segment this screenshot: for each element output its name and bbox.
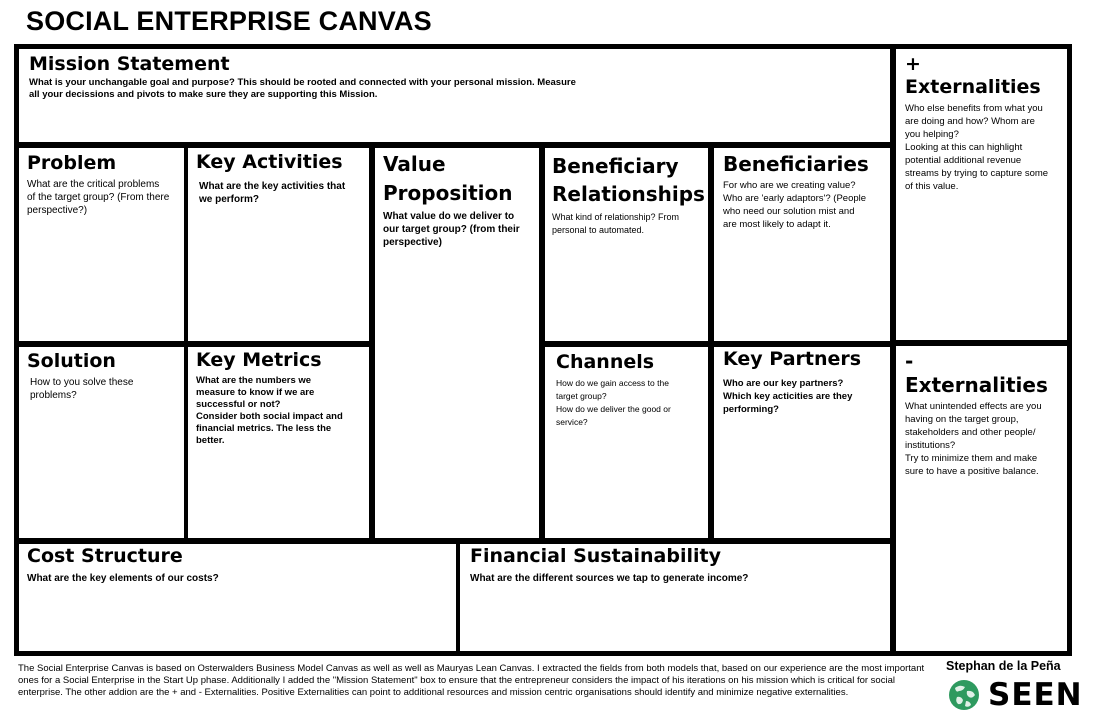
mission-statement-title: Mission Statement <box>29 53 230 75</box>
value-proposition-box[interactable] <box>375 148 539 538</box>
solution-title: Solution <box>27 350 116 372</box>
externalities-dashed-divider <box>894 342 1072 346</box>
problem-box[interactable] <box>19 148 184 341</box>
negative-externalities-box[interactable] <box>896 346 1067 651</box>
beneficiaries-desc: For who are we creating value? Who are 'early adaptors'? (People who need our solution mist and are most likely to adapt it. <box>723 180 867 230</box>
key-activities-title: Key Activities <box>196 151 343 173</box>
channels-desc: How do we gain access to the target group? How do we deliver the good or service? <box>556 377 671 427</box>
problem-desc: What are the critical problems of the target group? (From there perspective?) <box>27 178 170 216</box>
financial-sustainability-desc: What are the different sources we tap to generate income? <box>470 572 749 584</box>
beneficiary-relationships-desc: What kind of relationship? From personal to automated. <box>552 212 680 235</box>
page-title: SOCIAL ENTERPRISE CANVAS <box>26 6 432 36</box>
financial-sustainability-title: Financial Sustainability <box>470 545 721 567</box>
logo-wordmark: SEEN <box>988 677 1083 713</box>
beneficiaries-box[interactable] <box>714 148 890 341</box>
key-activities-box[interactable] <box>188 148 369 341</box>
key-partners-box[interactable] <box>714 347 890 538</box>
seen-logo <box>948 678 1083 712</box>
globe-icon <box>948 679 980 711</box>
cost-structure-title: Cost Structure <box>27 545 183 567</box>
value-proposition-title: Value Proposition <box>383 152 513 205</box>
beneficiary-relationships-box[interactable] <box>545 148 708 341</box>
key-partners-desc: Who are our key partners? Which key acticities are they performing? <box>723 377 853 415</box>
key-partners-title: Key Partners <box>723 348 862 370</box>
positive-externalities-desc: Who else benefits from what you are doing and how? Whom are you helping? Looking at this can highlight potential additional revenue streams by trying to capture some of this value. <box>905 102 1049 192</box>
mission-statement-desc: What is your unchangable goal and purpose? This should be rooted and connected with your personal mission. Measure all your decissions and pivots to make sure they are supporting this Mission. <box>29 76 576 100</box>
beneficiaries-title: Beneficiaries <box>723 152 869 176</box>
key-activities-desc: What are the key activities that we perform? <box>199 180 346 205</box>
value-proposition-desc: What value do we deliver to our target group? (from their perspective) <box>383 211 520 248</box>
channels-box[interactable] <box>545 347 708 538</box>
beneficiary-relationships-title: Beneficiary Relationships <box>552 154 705 206</box>
negative-externalities-desc: What unintended effects are you having on the target group, stakeholders and other people/ institutions? Try to minimize them and make sure to have a positive balance. <box>905 401 1042 477</box>
canvas-grid <box>14 44 1072 656</box>
cost-structure-box[interactable] <box>19 544 456 651</box>
mission-statement-box[interactable] <box>19 49 890 142</box>
channels-title: Channels <box>556 351 655 373</box>
financial-sustainability-box[interactable] <box>460 544 890 651</box>
cost-structure-desc: What are the key elements of our costs? <box>27 572 219 584</box>
footer-note: The Social Enterprise Canvas is based on Osterwalders Business Model Canvas as well as well as Mauryas Lean Canvas. I extracted the fields from both models that, based on our experience are the most important ones for a Social Enterprise in the Start Up phase. Additionally I added the "Mission Statement" box to ensure that the entrepreneur considers the impact of his iterations on his mission which is critical for social enterprise. The other addion are the + and - Externalities. Positive Externalities can point to additional resources and mission centric organisations should identify and minimize negative externalities. <box>18 663 925 698</box>
author-name: Stephan de la Peña <box>946 659 1061 673</box>
key-metrics-desc: What are the numbers we measure to know if we are successful or not? Consider both social impact and financial metrics. The less the better. <box>196 374 343 446</box>
positive-externalities-title: + Externalities <box>905 53 1041 98</box>
key-metrics-title: Key Metrics <box>196 349 322 371</box>
problem-title: Problem <box>27 152 117 174</box>
negative-externalities-title: - Externalities <box>905 349 1048 397</box>
solution-box[interactable] <box>19 347 184 538</box>
key-metrics-box[interactable] <box>188 347 369 538</box>
positive-externalities-box[interactable] <box>896 49 1067 340</box>
solution-desc: How to you solve these problems? <box>30 376 134 401</box>
